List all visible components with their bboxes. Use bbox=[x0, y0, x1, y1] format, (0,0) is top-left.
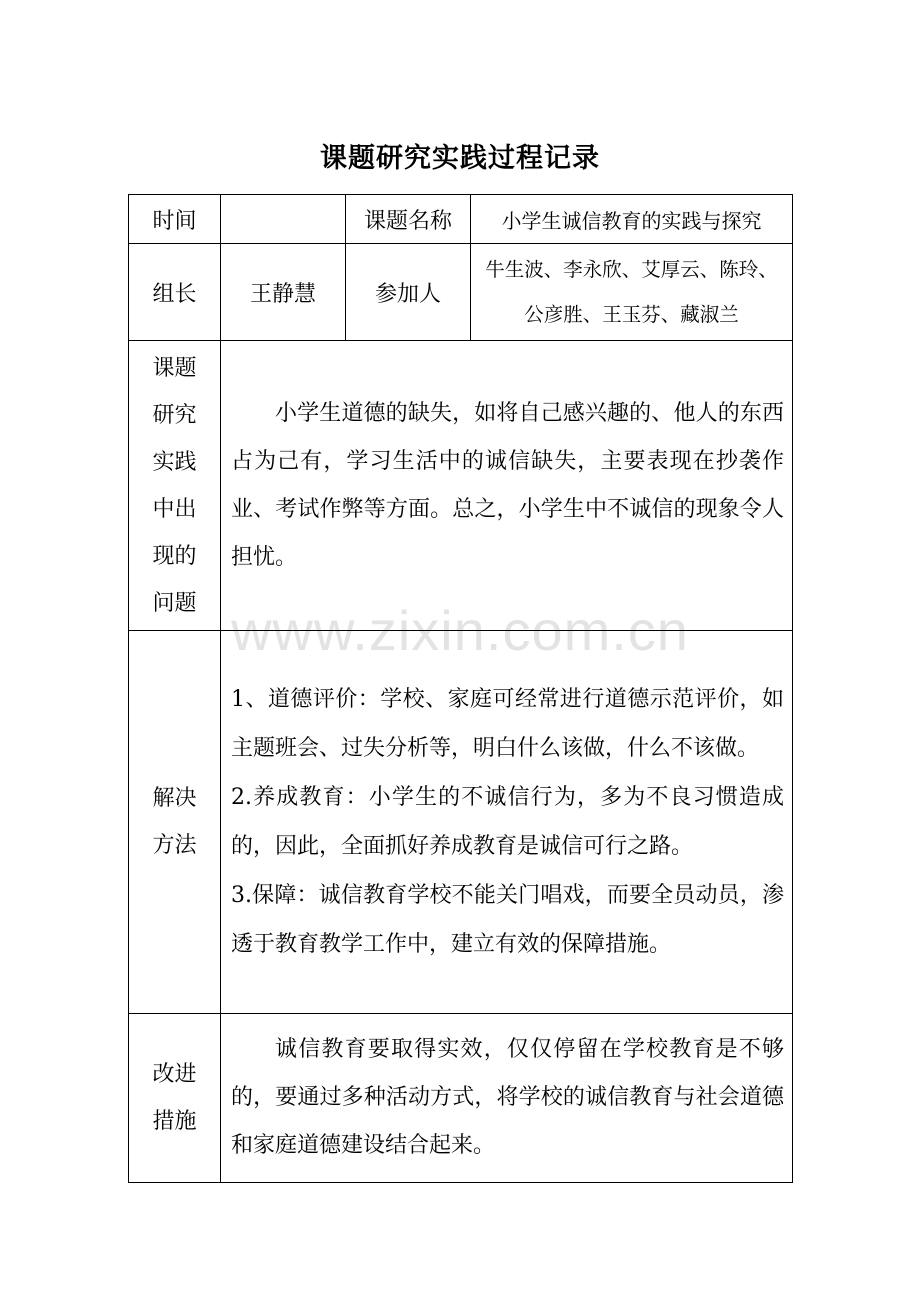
solution-item-1: 1、道德评价：学校、家庭可经常进行道德示范评价，如主题班会、过失分析等，明白什么该做，什么不该做。 bbox=[231, 687, 784, 761]
problems-content: 小学生道德的缺失，如将自己感兴趣的、他人的东西占为己有，学习生活中的诚信缺失，主要表现在抄袭作业、考试作弊等方面。总之，小学生中不诚信的现象令人担忧。 bbox=[221, 341, 793, 631]
solution-item-2: 2.养成教育：小学生的不诚信行为，多为不良习惯造成的，因此，全面抓好养成教育是诚信可行之路。 bbox=[231, 785, 784, 859]
time-label: 时间 bbox=[129, 195, 221, 244]
leader-label: 组长 bbox=[129, 244, 221, 341]
solution-item-3: 3.保障：诚信教育学校不能关门唱戏，而要全员动员，渗透于教育教学工作中，建立有效的保障措施。 bbox=[231, 883, 784, 957]
solutions-content bbox=[221, 631, 793, 1014]
improvements-label-line: 措施 bbox=[152, 1109, 197, 1134]
solutions-label bbox=[129, 631, 221, 1014]
table-row-improvements bbox=[129, 1014, 793, 1183]
table-row-leader-participants bbox=[129, 244, 793, 341]
table-row-solutions bbox=[129, 631, 793, 1014]
problems-label-line: 实践 bbox=[152, 449, 197, 475]
problems-label-line: 问题 bbox=[152, 590, 197, 616]
problems-label bbox=[129, 341, 221, 631]
improvements-label-line: 改进 bbox=[152, 1062, 197, 1087]
leader-value: 王静慧 bbox=[221, 244, 346, 341]
participants-line-2: 公彦胜、王玉芬、藏淑兰 bbox=[524, 303, 739, 326]
solutions-label-line: 解决 bbox=[152, 786, 197, 811]
problems-label-line: 课题 bbox=[152, 355, 197, 381]
topic-label: 课题名称 bbox=[346, 195, 471, 244]
page-title: 课题研究实践过程记录 bbox=[320, 143, 600, 174]
participants-label: 参加人 bbox=[346, 244, 471, 341]
watermark: www.zixin.com.cn bbox=[231, 599, 689, 662]
improvements-content: 诚信教育要取得实效，仅仅停留在学校教育是不够的，要通过多种活动方式，将学校的诚信教育与社会道德和家庭道德建设结合起来。 bbox=[221, 1014, 793, 1183]
participants-line-1: 牛生波、李永欣、艾厚云、陈玲、 bbox=[485, 258, 778, 281]
participants-value bbox=[471, 244, 793, 341]
solutions-label-line: 方法 bbox=[152, 833, 197, 858]
improvements-label bbox=[129, 1014, 221, 1183]
table-row-problems bbox=[129, 341, 793, 631]
record-table bbox=[128, 194, 793, 1183]
time-value bbox=[221, 195, 346, 244]
problems-label-line: 研究 bbox=[152, 402, 197, 428]
problems-label-line: 中出 bbox=[152, 496, 197, 522]
problems-label-line: 现的 bbox=[152, 543, 197, 569]
table-row-time-topic bbox=[129, 195, 793, 244]
topic-value: 小学生诚信教育的实践与探究 bbox=[471, 195, 793, 244]
